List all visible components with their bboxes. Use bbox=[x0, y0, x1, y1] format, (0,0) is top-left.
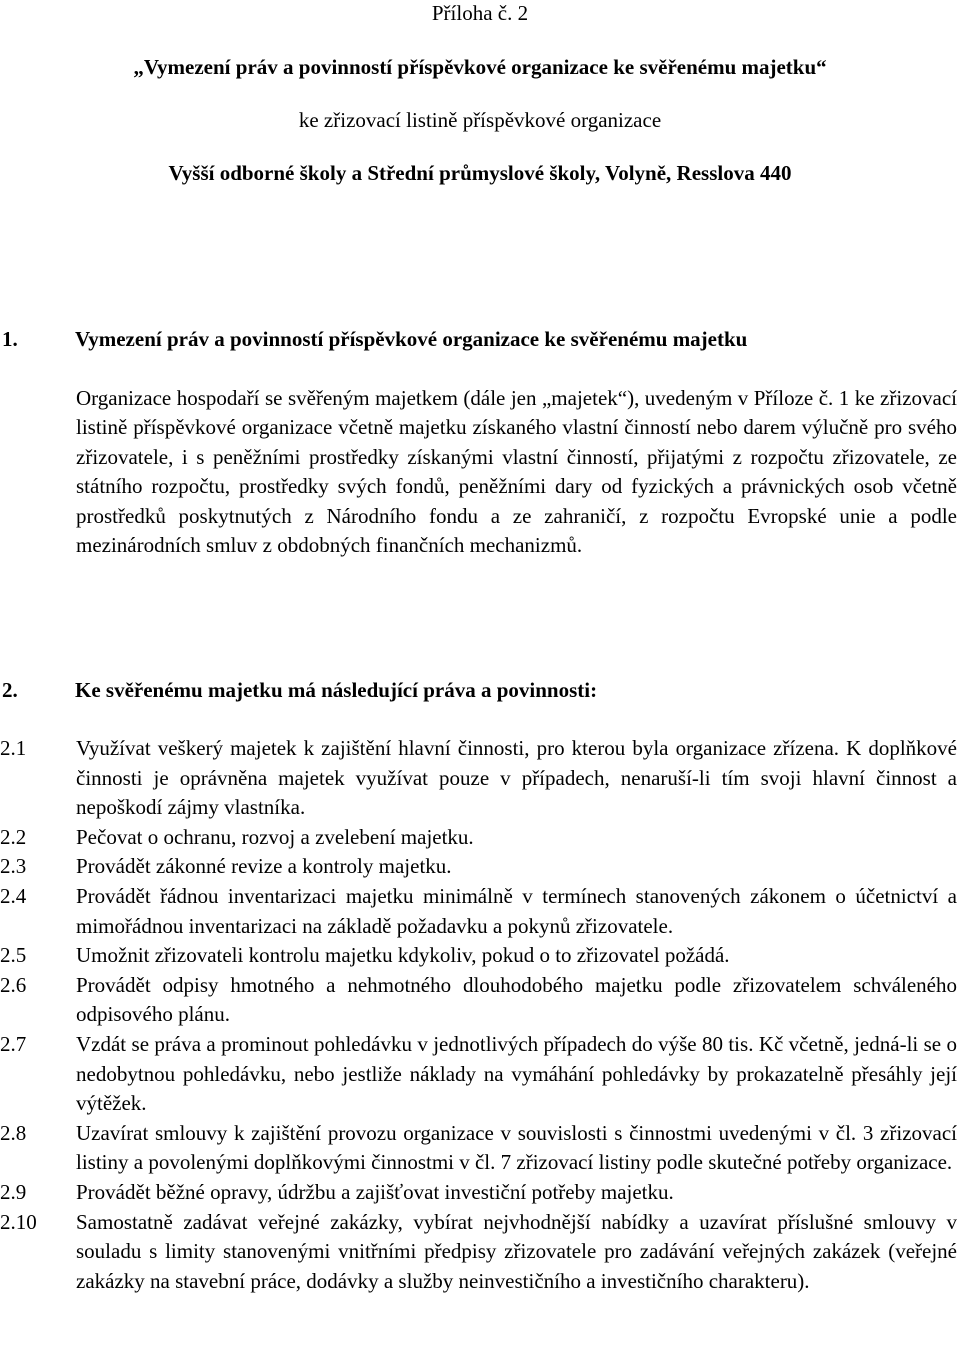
list-item bbox=[0, 941, 957, 971]
annex-label: Příloha č. 2 bbox=[431, 1, 529, 25]
list-item-number: 2.8 bbox=[0, 1120, 27, 1145]
list-item-number: 2.4 bbox=[0, 883, 27, 908]
list-item-number: 2.2 bbox=[0, 824, 27, 849]
list-item bbox=[0, 971, 957, 1030]
list-item-number: 2.10 bbox=[0, 1209, 37, 1234]
section-1-title: Vymezení práv a povinností příspěvkové organizace ke svěřenému majetku bbox=[75, 327, 748, 351]
list-item bbox=[0, 1208, 957, 1297]
list-item-text: Využívat veškerý majetek k zajištění hlavní činnosti, pro kterou byla organizace zřízena. K doplňkové činnosti je oprávněna majetek využívat pouze v případech, nenaruší-li tím svoji hlavní činnost a nepoškodí zájmy vlastníka. bbox=[76, 736, 957, 820]
list-item-number: 2.1 bbox=[0, 736, 27, 760]
list-item-number: 2.9 bbox=[0, 1179, 27, 1204]
list-item-text: Vzdát se práva a prominout pohledávku v jednotlivých případech do výše 80 tis. Kč včetně, jedná-li se o nedobytnou pohledávku, nebo jestliže náklady na vymáhání pohledávky by prokazatelně přesáhly její výtěžek. bbox=[76, 1031, 957, 1116]
list-item-text: Provádět řádnou inventarizaci majetku minimálně v termínech stanovených zákonem o účetnictví a mimořádnou inventarizaci na základě požadavku a pokynů zřizovatele. bbox=[76, 883, 957, 938]
list-item-text: Samostatně zadávat veřejné zakázky, vybírat nejvhodnější nabídky a uzavírat příslušné smlouvy v souladu s limity stanovenými vnitřními předpisy zřizovatele pro zadávání veřejných zakázek (veřejné zakázky na stavební práce, dodávky a služby neinvestičního a investičního charakteru). bbox=[76, 1209, 957, 1293]
list-item bbox=[0, 734, 957, 823]
list-item-text: Umožnit zřizovateli kontrolu majetku kdykoliv, pokud o to zřizovatel požádá. bbox=[76, 943, 730, 968]
list-item bbox=[0, 852, 957, 882]
section-2-list bbox=[0, 734, 960, 1296]
list-item-number: 2.5 bbox=[0, 943, 27, 968]
list-item bbox=[0, 1119, 957, 1178]
section-2-heading bbox=[2, 677, 952, 703]
list-item-number: 2.7 bbox=[0, 1031, 27, 1056]
list-item bbox=[0, 823, 957, 853]
section-2-title: Ke svěřenému majetku má následující práva a povinnosti: bbox=[75, 678, 598, 702]
school-name: Vyšší odborné školy a Střední průmyslové školy, Volyně, Resslova 440 bbox=[168, 161, 792, 185]
list-item bbox=[0, 1178, 957, 1208]
list-item-text: Uzavírat smlouvy k zajištění provozu organizace v souvislosti s činnostmi uvedenými v čl. 3 zřizovací listiny a povolenými doplňkovými činnostmi v čl. 7 zřizovací listiny podle skutečné potřeby organizace. bbox=[76, 1120, 957, 1175]
section-1-paragraph: Organizace hospodaří se svěřeným majetkem (dále jen „majetek“), uvedeným v Příloze č. 1 ke zřizovací listině příspěvkové organizace včetně majetku získaného vlastní činností nebo darem výlučně pro svého zřizovatele, i s peněžními prostředky získanými vlastní činností, přijatými z rozpočtu zřizovatele, ze státního rozpočtu, prostředky svých fondů, peněžními dary od fyzických a právnických osob včetně prostředků poskytnutých z Národního fondu a ze zahraničí, z rozpočtu Evropské unie a podle mezinárodních smluv z obdobných finančních mechanizmů. bbox=[76, 386, 957, 558]
section-1-number: 1. bbox=[2, 327, 18, 351]
section-1-heading bbox=[2, 326, 952, 352]
list-item-text: Provádět běžné opravy, údržbu a zajišťovat investiční potřeby majetku. bbox=[76, 1179, 674, 1204]
document-title: „Vymezení práv a povinností příspěvkové organizace ke svěřenému majetku“ bbox=[133, 55, 827, 79]
list-item-number: 2.3 bbox=[0, 854, 27, 879]
list-item-text: Pečovat o ochranu, rozvoj a zvelebení majetku. bbox=[76, 824, 474, 849]
document-subtitle: ke zřizovací listině příspěvkové organizace bbox=[298, 108, 662, 132]
list-item bbox=[0, 1030, 957, 1119]
section-2-number: 2. bbox=[2, 678, 18, 702]
list-item-text: Provádět zákonné revize a kontroly majetku. bbox=[76, 854, 452, 879]
list-item-number: 2.6 bbox=[0, 972, 27, 997]
list-item-text: Provádět odpisy hmotného a nehmotného dlouhodobého majetku podle zřizovatelem schváleného odpisového plánu. bbox=[76, 972, 957, 1027]
list-item bbox=[0, 882, 957, 941]
